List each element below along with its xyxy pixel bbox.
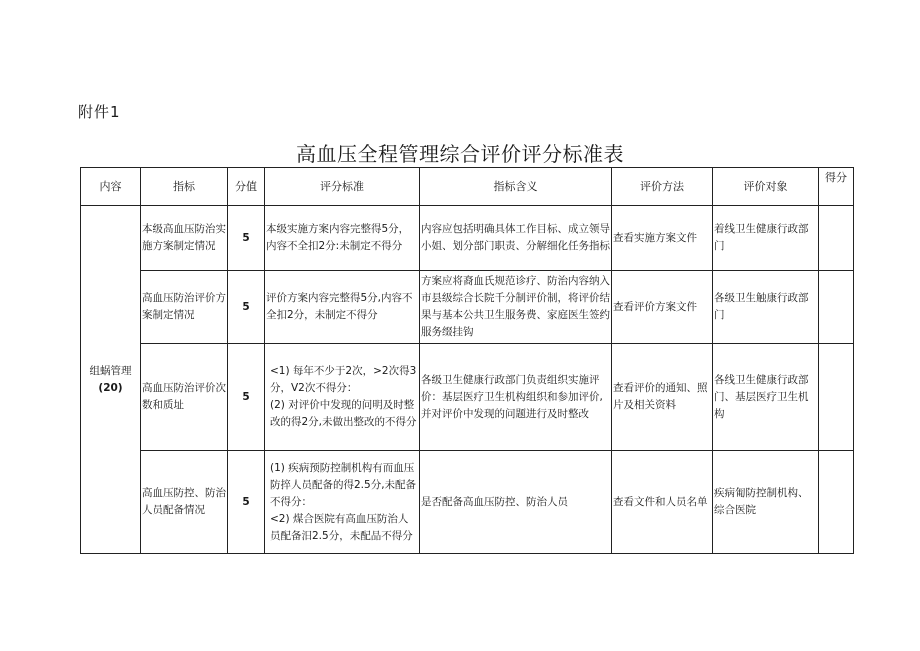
score-cell[interactable] (819, 206, 854, 271)
meaning-cell: 内容应包括明确具体工作目标、成立领导小姐、划分部门职责、分解细化任务指标 (420, 206, 612, 271)
target-cell: 各线卫生健康行政部门、基层医疗卫生机构 (713, 344, 819, 451)
criteria-item-2: <2) 煤合医院有高血压防治人员配备汨2.5分，未配品不得分 (270, 512, 413, 542)
points-cell: 5 (228, 271, 265, 344)
meaning-cell: 是否配备高血压防控、防治人员 (420, 451, 612, 554)
indicator-cell: 高血压防控、防治人员配备情况 (141, 451, 228, 554)
method-cell: 查看评价的通知、照片及相关资料 (612, 344, 713, 451)
indicator-cell: 高血压防治评价次数和质址 (141, 344, 228, 451)
header-target: 评价对象 (713, 168, 819, 206)
method-cell: 查看实施方案文件 (612, 206, 713, 271)
indicator-cell: 高血压防治评价方案制定情况 (141, 271, 228, 344)
attachment-label: 附件1 (78, 103, 121, 121)
points-cell: 5 (228, 206, 265, 271)
document-title: 高血压全程管理综合评价评分标准表 (296, 142, 624, 166)
table-row (81, 451, 854, 554)
header-criteria: 评分标准 (265, 168, 420, 206)
criteria-cell: 评价方案内容完整得5分,内容不全扣2分，未制定不得分 (265, 271, 420, 344)
criteria-cell (265, 344, 420, 451)
target-cell: 各级卫生触康行政部门 (713, 271, 819, 344)
criteria-item-1: <1) 每年不少于2次，>2次得3分，V2次不得分： (270, 365, 417, 394)
points-cell: 5 (228, 451, 265, 554)
criteria-cell (265, 451, 420, 554)
table-row (81, 271, 854, 344)
table-header-row (81, 168, 854, 206)
header-score: 得分 (819, 168, 854, 206)
criteria-cell: 本级实施方案内容完整得5分，内容不全扣2分:未制定不得分 (265, 206, 420, 271)
header-points: 分值 (228, 168, 265, 206)
table-row (81, 344, 854, 451)
indicator-cell: 本级高血压防治实施方案制定情况 (141, 206, 228, 271)
group-cell (81, 206, 141, 554)
method-cell: 查看文件和人员名单 (612, 451, 713, 554)
header-meaning: 指标含义 (420, 168, 612, 206)
header-method: 评价方法 (612, 168, 713, 206)
header-content: 内容 (81, 168, 141, 206)
target-cell: 疾病匍防控制机构、综合医院 (713, 451, 819, 554)
group-label: 组蜗管理 (89, 364, 132, 377)
meaning-cell: 方案应将裔血氏规范诊疗、防治内容纳入市县级综合长院千分制评价制，将评价结果与基本公共卫生服务费、家庭医生签约服务缀挂钩 (420, 271, 612, 344)
criteria-item-2: (2) 对评价中发现的问明及时整改的得2分,未做出整改的不得分 (270, 399, 417, 428)
score-cell[interactable] (819, 271, 854, 344)
criteria-item-1: (1) 疾病预防控制机构有而血压防捽人员配备的得2.5分,未配备不得分： (270, 461, 417, 508)
method-cell: 查看评价方案文件 (612, 271, 713, 344)
target-cell: 着线卫生健康行政部门 (713, 206, 819, 271)
meaning-cell: 各级卫生健康行政部门负责组织实施评价：基层医疗卫生机构组织和参加评价,并对评价中发现的问题进行及时整改 (420, 344, 612, 451)
score-cell[interactable] (819, 344, 854, 451)
points-cell: 5 (228, 344, 265, 451)
table-row (81, 206, 854, 271)
score-cell[interactable] (819, 451, 854, 554)
evaluation-table (80, 167, 854, 554)
header-indicator: 指标 (141, 168, 228, 206)
group-score: (20) (98, 381, 123, 394)
